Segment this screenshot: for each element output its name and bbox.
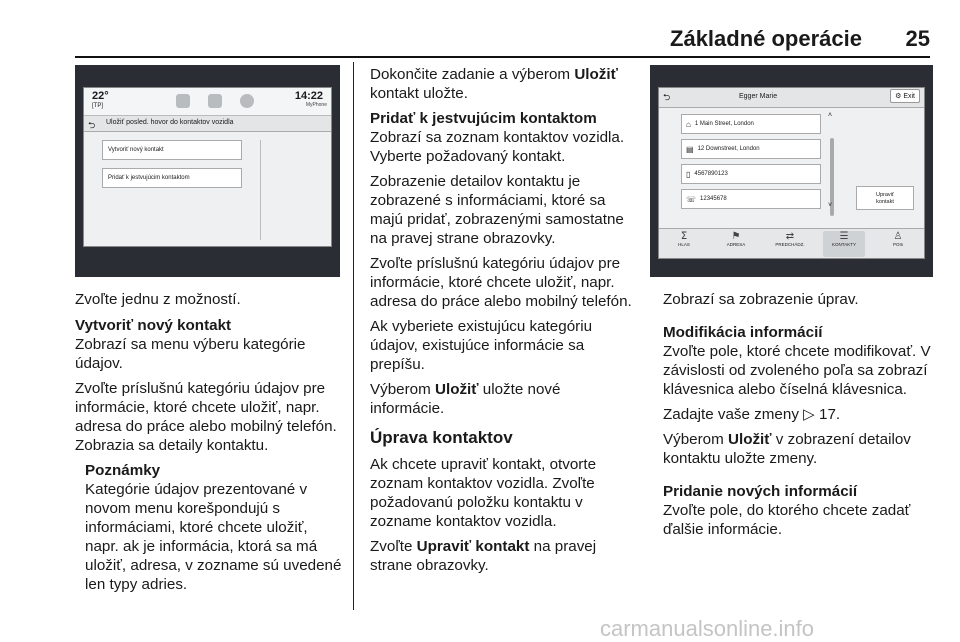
heading-modify: Modifikácia informácií — [663, 324, 823, 341]
scroll-up-icon[interactable]: ˄ — [828, 112, 833, 119]
screenshot-save-contact — [75, 65, 340, 277]
paragraph-edit: Ak chcete upraviť kontakt, otvorte zoznam kontaktov vozidla. Zvoľte požadovanú položku kontaktu v zozname kontaktov vozidla. — [370, 456, 597, 530]
column-middle — [370, 65, 635, 581]
page-reference: ▷ 17. — [803, 406, 841, 423]
edit-label-2: kontakt — [876, 199, 894, 205]
briefcase-icon: ▤ — [686, 144, 694, 154]
phone-name: MyPhone — [305, 102, 327, 108]
nav-label: HLAS — [678, 242, 690, 247]
paragraph-enter — [663, 405, 933, 424]
bottom-nav — [659, 228, 924, 258]
nav-pois[interactable] — [877, 231, 919, 257]
text: Výberom — [663, 431, 728, 448]
voice-icon: ⵉ — [680, 231, 688, 242]
media-icon — [240, 94, 254, 108]
save-keyword: Uložiť — [728, 431, 772, 448]
note-block — [75, 461, 343, 594]
text: v zobrazení detailov kontaktu uložte zmeny. — [663, 431, 911, 467]
edit-keyword: Upraviť kontakt — [416, 538, 530, 555]
text: Zadajte vaše zmeny — [663, 406, 804, 423]
text: uložte nové informácie. — [370, 381, 561, 417]
text: na pravej strane obrazovky. — [370, 538, 597, 574]
mobile-icon: ▯ — [686, 169, 691, 179]
navigation-icon — [176, 94, 190, 108]
text: Zvoľte — [370, 538, 417, 555]
paragraph-save-new — [370, 380, 635, 418]
paragraph-modify: Zvoľte pole, ktoré chcete modifikovať. V závislosti od zvoleného poľa sa zobrazí klávesnica alebo číselná klávesnica. — [663, 343, 931, 398]
paragraph-add-new: Zvoľte pole, do ktorého chcete zadať ďalšie informácie. — [663, 502, 911, 538]
detail-work-address[interactable] — [681, 139, 821, 159]
back-arrow-icon[interactable]: ⮌ — [88, 120, 96, 130]
screen-divider — [260, 140, 261, 240]
intro-text: Zvoľte jednu z možností. — [75, 291, 241, 308]
nav-address[interactable] — [715, 231, 757, 257]
edit-label-1: Upraviť — [876, 192, 894, 198]
page-title: Základné operácie — [670, 26, 862, 51]
paragraph-select-edit — [370, 537, 635, 575]
column-right — [663, 290, 933, 545]
previous-destinations-icon: ⇄ — [785, 231, 795, 242]
nav-label: PREDCHÁDZ. — [775, 242, 805, 247]
column-left — [75, 290, 343, 594]
paragraph-save-changes — [663, 430, 933, 468]
note-title: Poznámky — [85, 462, 161, 479]
text: Dokončite zadanie a výberom — [370, 66, 575, 83]
nav-previous[interactable] — [769, 231, 811, 257]
section-edit-contacts: Úprava kontaktov — [370, 428, 513, 447]
page-header — [75, 26, 930, 54]
paragraph-edit-view: Zobrazí sa zobrazenie úprav. — [663, 291, 859, 308]
infotainment-screen — [83, 87, 332, 247]
detail-text: 12 Downstreet, London — [697, 146, 760, 152]
heading-create-contact: Vytvoriť nový kontakt — [75, 317, 232, 334]
screen-title: Uložiť posled. hovor do kontaktov vozidla — [106, 119, 234, 126]
note-text: Kategórie údajov prezentované v novom menu korešpondujú s informáciami, ktoré chcete uložiť, napr. ak je informácia, ktorá sa má uložiť, adresa, v zozname sú uvedené len typy adries. — [85, 481, 342, 593]
office-phone-icon: ☏ — [686, 194, 697, 204]
column-divider — [353, 62, 354, 610]
edit-contact-button[interactable] — [856, 186, 914, 210]
header-rule — [75, 56, 930, 58]
exit-label: Exit — [903, 93, 915, 100]
exit-button[interactable]: ⚙ Exit — [890, 89, 920, 103]
infotainment-screen — [658, 87, 925, 259]
clock: 14:22 — [294, 90, 323, 102]
detail-text: 12345678 — [700, 196, 727, 202]
detail-office-phone[interactable] — [681, 189, 821, 209]
contact-name: Egger Marie — [739, 93, 778, 100]
detail-text: 4567890123 — [694, 171, 728, 177]
detail-home-address[interactable] — [681, 114, 821, 134]
nav-label: ADRESA — [726, 242, 746, 247]
paragraph-detail-view: Zobrazenie detailov kontaktu je zobrazené s informáciami, ktoré sa majú pridať, zobrazenými samostatne na pravej strane obrazovky. — [370, 173, 624, 247]
scroll-down-icon[interactable]: ˅ — [828, 202, 833, 209]
text: kontakt uložte. — [370, 85, 468, 102]
tp-indicator: [TP] — [92, 103, 104, 109]
paragraph-existing: Ak vyberiete existujúcu kategóriu údajov, existujúce informácie sa prepíšu. — [370, 318, 593, 373]
paragraph-choose-category: Zvoľte príslušnú kategóriu údajov pre informácie, ktoré chcete uložiť, napr. adresa do práce alebo mobilný telefón. Zobrazia sa detaily kontaktu. — [75, 380, 337, 454]
paragraph-choose-category: Zvoľte príslušnú kategóriu údajov pre informácie, ktoré chcete uložiť, napr. adresa do práce alebo mobilný telefón. — [370, 255, 632, 310]
watermark: carmanualsonline.info — [600, 616, 815, 641]
back-arrow-icon[interactable]: ⮌ — [663, 92, 671, 102]
nav-voice[interactable] — [663, 231, 705, 257]
create-contact-button[interactable]: Vytvoriť nový kontakt — [102, 140, 242, 160]
page-number: 25 — [905, 26, 930, 51]
text: Výberom — [370, 381, 435, 398]
paragraph-add: Zobrazí sa zoznam kontaktov vozidla. Vyberte požadovaný kontakt. — [370, 129, 625, 165]
temperature-readout: 22° — [92, 90, 109, 102]
screen-title-bar — [659, 88, 924, 108]
detail-mobile[interactable] — [681, 164, 821, 184]
heading-add-existing: Pridať k jestvujúcim kontaktom — [370, 110, 597, 127]
nav-label: KONTAKTY — [832, 242, 856, 247]
status-bar — [84, 88, 331, 116]
save-keyword: Uložiť — [574, 66, 618, 83]
screen-title-bar — [84, 116, 331, 132]
nav-contacts[interactable] — [823, 231, 865, 257]
poi-icon: ♙ — [893, 231, 903, 242]
contacts-icon: ☰ — [839, 231, 849, 242]
screenshot-contact-details — [650, 65, 933, 277]
flag-icon: ⚑ — [731, 231, 741, 242]
save-keyword: Uložiť — [435, 381, 479, 398]
home-icon: ⌂ — [686, 119, 691, 129]
nav-label: POIs — [892, 242, 903, 247]
add-to-existing-button[interactable]: Pridať k jestvujúcim kontaktom — [102, 168, 242, 188]
heading-add-new: Pridanie nových informácií — [663, 483, 858, 500]
paragraph-create: Zobrazí sa menu výberu kategórie údajov. — [75, 336, 306, 372]
detail-text: 1 Main Street, London — [694, 121, 754, 127]
paragraph-save — [370, 65, 635, 103]
phone-icon — [208, 94, 222, 108]
